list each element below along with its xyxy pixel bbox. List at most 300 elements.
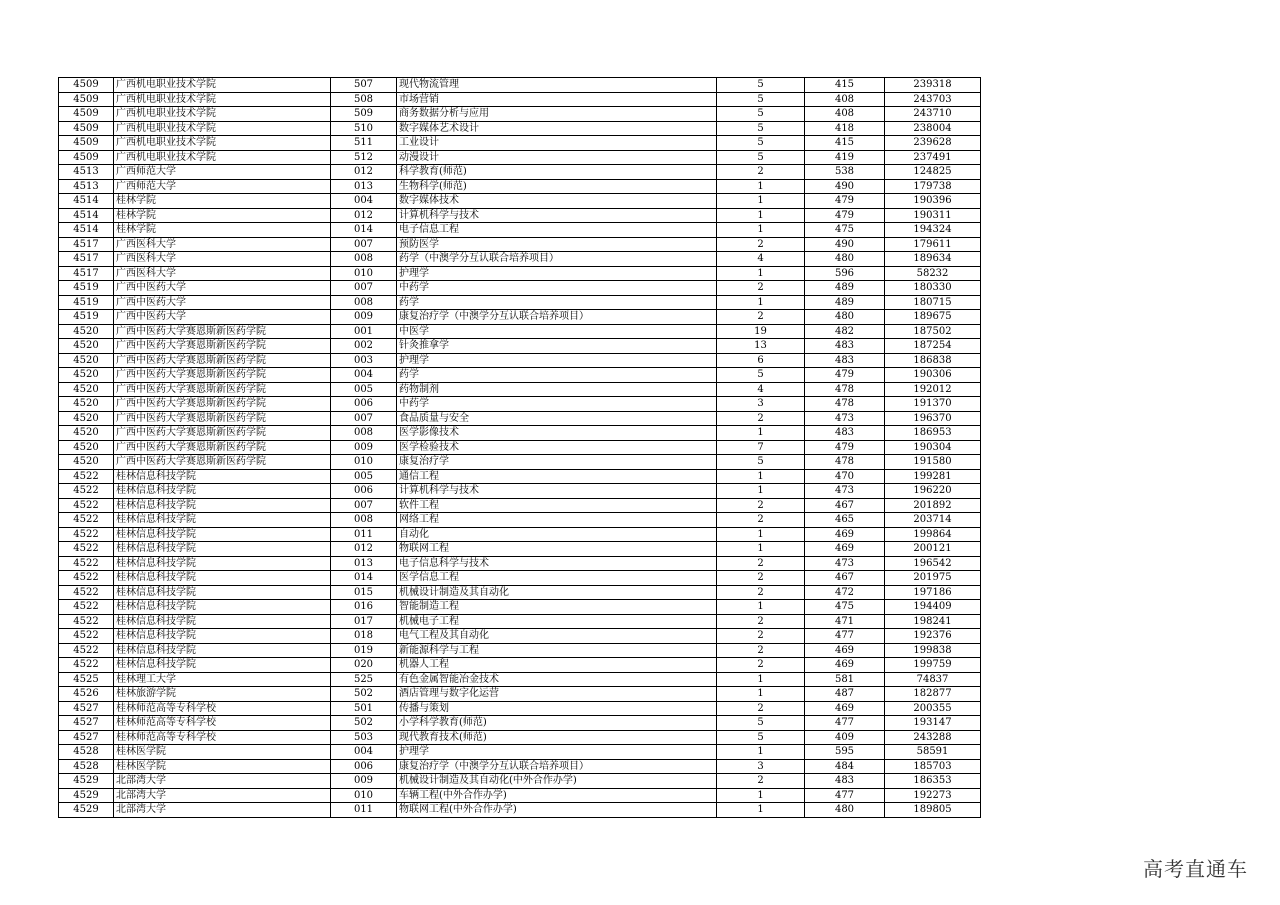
table-row [59, 455, 981, 470]
min-rank-cell: 180715 [885, 295, 981, 310]
table-row [59, 368, 981, 383]
major-name-cell: 中药学 [397, 281, 717, 296]
school-code-cell: 4527 [59, 701, 114, 716]
school-code-cell: 4520 [59, 426, 114, 441]
major-name-cell: 护理学 [397, 745, 717, 760]
major-name-cell: 数字媒体技术 [397, 194, 717, 209]
school-name-cell: 桂林信息科技学院 [114, 542, 331, 557]
school-name-cell: 广西机电职业技术学院 [114, 107, 331, 122]
plan-count-cell: 1 [717, 208, 805, 223]
school-code-cell: 4519 [59, 295, 114, 310]
major-code-cell: 509 [331, 107, 397, 122]
min-score-cell: 409 [805, 730, 885, 745]
min-rank-cell: 189805 [885, 803, 981, 818]
plan-count-cell: 1 [717, 266, 805, 281]
table-row [59, 498, 981, 513]
major-code-cell: 007 [331, 498, 397, 513]
major-name-cell: 药物制剂 [397, 382, 717, 397]
table-row [59, 179, 981, 194]
table-row [59, 281, 981, 296]
major-name-cell: 智能制造工程 [397, 600, 717, 615]
table-row [59, 440, 981, 455]
major-name-cell: 机械电子工程 [397, 614, 717, 629]
min-rank-cell: 243710 [885, 107, 981, 122]
major-name-cell: 预防医学 [397, 237, 717, 252]
plan-count-cell: 19 [717, 324, 805, 339]
school-name-cell: 广西中医药大学赛恩斯新医药学院 [114, 440, 331, 455]
min-score-cell: 469 [805, 527, 885, 542]
plan-count-cell: 1 [717, 745, 805, 760]
min-rank-cell: 201892 [885, 498, 981, 513]
major-name-cell: 科学教育(师范) [397, 165, 717, 180]
plan-count-cell: 1 [717, 672, 805, 687]
major-code-cell: 013 [331, 556, 397, 571]
major-name-cell: 康复治疗学 [397, 455, 717, 470]
min-rank-cell: 194324 [885, 223, 981, 238]
min-rank-cell: 74837 [885, 672, 981, 687]
major-name-cell: 酒店管理与数字化运营 [397, 687, 717, 702]
table-row [59, 426, 981, 441]
min-rank-cell: 196542 [885, 556, 981, 571]
min-score-cell: 469 [805, 643, 885, 658]
major-name-cell: 护理学 [397, 353, 717, 368]
min-rank-cell: 179611 [885, 237, 981, 252]
school-code-cell: 4514 [59, 208, 114, 223]
table-row [59, 310, 981, 325]
major-name-cell: 中医学 [397, 324, 717, 339]
table-row [59, 513, 981, 528]
min-rank-cell: 187502 [885, 324, 981, 339]
major-code-cell: 011 [331, 527, 397, 542]
plan-count-cell: 6 [717, 353, 805, 368]
min-score-cell: 538 [805, 165, 885, 180]
school-code-cell: 4522 [59, 585, 114, 600]
table-row [59, 223, 981, 238]
table-row [59, 324, 981, 339]
major-name-cell: 物联网工程(中外合作办学) [397, 803, 717, 818]
min-score-cell: 408 [805, 107, 885, 122]
school-name-cell: 北部湾大学 [114, 774, 331, 789]
major-code-cell: 510 [331, 121, 397, 136]
table-row [59, 92, 981, 107]
major-code-cell: 008 [331, 252, 397, 267]
min-rank-cell: 200355 [885, 701, 981, 716]
major-code-cell: 012 [331, 208, 397, 223]
major-code-cell: 009 [331, 310, 397, 325]
school-name-cell: 桂林信息科技学院 [114, 513, 331, 528]
major-code-cell: 016 [331, 600, 397, 615]
major-name-cell: 生物科学(师范) [397, 179, 717, 194]
school-code-cell: 4522 [59, 484, 114, 499]
table-row [59, 237, 981, 252]
min-score-cell: 478 [805, 455, 885, 470]
plan-count-cell: 5 [717, 107, 805, 122]
min-rank-cell: 243703 [885, 92, 981, 107]
school-name-cell: 北部湾大学 [114, 803, 331, 818]
min-score-cell: 479 [805, 368, 885, 383]
min-rank-cell: 199838 [885, 643, 981, 658]
min-rank-cell: 198241 [885, 614, 981, 629]
school-name-cell: 桂林信息科技学院 [114, 469, 331, 484]
major-name-cell: 中药学 [397, 397, 717, 412]
major-name-cell: 医学信息工程 [397, 571, 717, 586]
school-code-cell: 4522 [59, 614, 114, 629]
plan-count-cell: 2 [717, 774, 805, 789]
school-name-cell: 广西中医药大学赛恩斯新医药学院 [114, 353, 331, 368]
major-code-cell: 012 [331, 542, 397, 557]
school-code-cell: 4522 [59, 513, 114, 528]
admission-table [58, 77, 981, 818]
school-code-cell: 4529 [59, 803, 114, 818]
min-score-cell: 469 [805, 701, 885, 716]
school-code-cell: 4522 [59, 527, 114, 542]
min-score-cell: 483 [805, 774, 885, 789]
min-rank-cell: 189634 [885, 252, 981, 267]
table-row [59, 397, 981, 412]
table-row [59, 411, 981, 426]
major-code-cell: 005 [331, 382, 397, 397]
school-name-cell: 北部湾大学 [114, 788, 331, 803]
school-name-cell: 桂林信息科技学院 [114, 629, 331, 644]
school-code-cell: 4522 [59, 600, 114, 615]
major-name-cell: 现代物流管理 [397, 78, 717, 93]
major-name-cell: 康复治疗学（中澳学分互认联合培养项目） [397, 310, 717, 325]
min-score-cell: 467 [805, 571, 885, 586]
school-code-cell: 4520 [59, 382, 114, 397]
plan-count-cell: 1 [717, 542, 805, 557]
school-code-cell: 4513 [59, 179, 114, 194]
school-name-cell: 桂林信息科技学院 [114, 571, 331, 586]
min-score-cell: 467 [805, 498, 885, 513]
school-code-cell: 4520 [59, 397, 114, 412]
school-code-cell: 4509 [59, 136, 114, 151]
school-code-cell: 4520 [59, 455, 114, 470]
table-row [59, 150, 981, 165]
school-name-cell: 广西医科大学 [114, 237, 331, 252]
school-name-cell: 广西中医药大学赛恩斯新医药学院 [114, 368, 331, 383]
table-row [59, 252, 981, 267]
plan-count-cell: 1 [717, 687, 805, 702]
min-score-cell: 480 [805, 803, 885, 818]
major-code-cell: 010 [331, 455, 397, 470]
min-score-cell: 480 [805, 252, 885, 267]
min-score-cell: 483 [805, 353, 885, 368]
school-name-cell: 广西中医药大学 [114, 310, 331, 325]
school-code-cell: 4528 [59, 759, 114, 774]
min-score-cell: 478 [805, 382, 885, 397]
plan-count-cell: 5 [717, 150, 805, 165]
school-code-cell: 4528 [59, 745, 114, 760]
plan-count-cell: 5 [717, 92, 805, 107]
min-score-cell: 415 [805, 78, 885, 93]
table-row [59, 716, 981, 731]
school-name-cell: 桂林师范高等专科学校 [114, 716, 331, 731]
school-name-cell: 广西中医药大学赛恩斯新医药学院 [114, 397, 331, 412]
plan-count-cell: 1 [717, 788, 805, 803]
major-name-cell: 商务数据分析与应用 [397, 107, 717, 122]
major-name-cell: 电子信息工程 [397, 223, 717, 238]
watermark-text: 高考直通车 [1143, 857, 1248, 881]
table-row [59, 687, 981, 702]
table-row [59, 136, 981, 151]
min-score-cell: 473 [805, 556, 885, 571]
min-score-cell: 478 [805, 397, 885, 412]
major-code-cell: 008 [331, 295, 397, 310]
min-rank-cell: 182877 [885, 687, 981, 702]
min-score-cell: 490 [805, 237, 885, 252]
major-code-cell: 007 [331, 237, 397, 252]
min-rank-cell: 196220 [885, 484, 981, 499]
table-row [59, 469, 981, 484]
min-rank-cell: 58232 [885, 266, 981, 281]
major-code-cell: 019 [331, 643, 397, 658]
table-row [59, 556, 981, 571]
school-code-cell: 4520 [59, 339, 114, 354]
school-code-cell: 4509 [59, 121, 114, 136]
min-rank-cell: 179738 [885, 179, 981, 194]
school-code-cell: 4522 [59, 658, 114, 673]
major-name-cell: 软件工程 [397, 498, 717, 513]
min-rank-cell: 189675 [885, 310, 981, 325]
table-row [59, 484, 981, 499]
table-row [59, 353, 981, 368]
plan-count-cell: 5 [717, 455, 805, 470]
min-score-cell: 469 [805, 542, 885, 557]
major-name-cell: 护理学 [397, 266, 717, 281]
table-row [59, 208, 981, 223]
min-rank-cell: 190304 [885, 440, 981, 455]
min-score-cell: 479 [805, 208, 885, 223]
school-code-cell: 4522 [59, 498, 114, 513]
major-name-cell: 食品质量与安全 [397, 411, 717, 426]
min-rank-cell: 186953 [885, 426, 981, 441]
table-row [59, 382, 981, 397]
school-name-cell: 广西中医药大学赛恩斯新医药学院 [114, 339, 331, 354]
major-code-cell: 511 [331, 136, 397, 151]
table-row [59, 571, 981, 586]
major-name-cell: 医学检验技术 [397, 440, 717, 455]
table-row [59, 600, 981, 615]
table-row [59, 194, 981, 209]
min-rank-cell: 186838 [885, 353, 981, 368]
min-score-cell: 415 [805, 136, 885, 151]
min-rank-cell: 192012 [885, 382, 981, 397]
major-name-cell: 有色金属智能冶金技术 [397, 672, 717, 687]
table-body [59, 78, 981, 818]
major-code-cell: 006 [331, 759, 397, 774]
min-rank-cell: 58591 [885, 745, 981, 760]
major-code-cell: 009 [331, 774, 397, 789]
table-row [59, 165, 981, 180]
min-rank-cell: 203714 [885, 513, 981, 528]
major-name-cell: 药学 [397, 368, 717, 383]
min-score-cell: 475 [805, 223, 885, 238]
major-code-cell: 002 [331, 339, 397, 354]
min-score-cell: 483 [805, 426, 885, 441]
min-score-cell: 419 [805, 150, 885, 165]
plan-count-cell: 3 [717, 397, 805, 412]
school-name-cell: 广西师范大学 [114, 179, 331, 194]
major-code-cell: 006 [331, 397, 397, 412]
major-code-cell: 006 [331, 484, 397, 499]
school-code-cell: 4527 [59, 730, 114, 745]
plan-count-cell: 2 [717, 643, 805, 658]
major-code-cell: 012 [331, 165, 397, 180]
min-score-cell: 475 [805, 600, 885, 615]
major-code-cell: 507 [331, 78, 397, 93]
min-rank-cell: 238004 [885, 121, 981, 136]
plan-count-cell: 1 [717, 803, 805, 818]
min-rank-cell: 191580 [885, 455, 981, 470]
min-score-cell: 489 [805, 295, 885, 310]
plan-count-cell: 1 [717, 469, 805, 484]
school-name-cell: 广西中医药大学赛恩斯新医药学院 [114, 411, 331, 426]
min-rank-cell: 199281 [885, 469, 981, 484]
major-code-cell: 014 [331, 223, 397, 238]
school-name-cell: 广西机电职业技术学院 [114, 92, 331, 107]
school-code-cell: 4520 [59, 440, 114, 455]
major-code-cell: 512 [331, 150, 397, 165]
major-name-cell: 小学科学教育(师范) [397, 716, 717, 731]
table-row [59, 788, 981, 803]
school-name-cell: 桂林信息科技学院 [114, 498, 331, 513]
min-score-cell: 473 [805, 411, 885, 426]
major-name-cell: 动漫设计 [397, 150, 717, 165]
major-code-cell: 502 [331, 716, 397, 731]
table-row [59, 585, 981, 600]
school-code-cell: 4519 [59, 310, 114, 325]
min-score-cell: 483 [805, 339, 885, 354]
min-score-cell: 477 [805, 629, 885, 644]
min-score-cell: 581 [805, 672, 885, 687]
plan-count-cell: 2 [717, 571, 805, 586]
school-code-cell: 4520 [59, 353, 114, 368]
school-code-cell: 4514 [59, 194, 114, 209]
plan-count-cell: 2 [717, 513, 805, 528]
table-row [59, 803, 981, 818]
major-name-cell: 康复治疗学（中澳学分互认联合培养项目） [397, 759, 717, 774]
major-name-cell: 机械设计制造及其自动化 [397, 585, 717, 600]
table-row [59, 643, 981, 658]
school-name-cell: 广西中医药大学赛恩斯新医药学院 [114, 455, 331, 470]
major-name-cell: 药学（中澳学分互认联合培养项目） [397, 252, 717, 267]
min-rank-cell: 239318 [885, 78, 981, 93]
school-name-cell: 桂林信息科技学院 [114, 658, 331, 673]
major-code-cell: 005 [331, 469, 397, 484]
plan-count-cell: 2 [717, 310, 805, 325]
major-code-cell: 018 [331, 629, 397, 644]
plan-count-cell: 4 [717, 382, 805, 397]
school-name-cell: 桂林学院 [114, 194, 331, 209]
school-name-cell: 桂林信息科技学院 [114, 484, 331, 499]
plan-count-cell: 1 [717, 527, 805, 542]
plan-count-cell: 5 [717, 136, 805, 151]
min-rank-cell: 190396 [885, 194, 981, 209]
plan-count-cell: 5 [717, 368, 805, 383]
school-name-cell: 广西机电职业技术学院 [114, 150, 331, 165]
plan-count-cell: 1 [717, 295, 805, 310]
min-rank-cell: 191370 [885, 397, 981, 412]
major-code-cell: 503 [331, 730, 397, 745]
min-score-cell: 471 [805, 614, 885, 629]
table-row [59, 759, 981, 774]
major-name-cell: 新能源科学与工程 [397, 643, 717, 658]
table-row [59, 542, 981, 557]
school-name-cell: 桂林信息科技学院 [114, 614, 331, 629]
major-code-cell: 502 [331, 687, 397, 702]
school-name-cell: 桂林学院 [114, 223, 331, 238]
min-score-cell: 473 [805, 484, 885, 499]
min-score-cell: 477 [805, 788, 885, 803]
min-rank-cell: 190306 [885, 368, 981, 383]
table-row [59, 107, 981, 122]
min-score-cell: 596 [805, 266, 885, 281]
major-code-cell: 003 [331, 353, 397, 368]
major-name-cell: 电气工程及其自动化 [397, 629, 717, 644]
min-rank-cell: 194409 [885, 600, 981, 615]
plan-count-cell: 4 [717, 252, 805, 267]
min-score-cell: 484 [805, 759, 885, 774]
major-name-cell: 针灸推拿学 [397, 339, 717, 354]
school-name-cell: 桂林信息科技学院 [114, 585, 331, 600]
table-row [59, 339, 981, 354]
school-name-cell: 广西机电职业技术学院 [114, 121, 331, 136]
major-code-cell: 010 [331, 788, 397, 803]
school-code-cell: 4522 [59, 643, 114, 658]
min-rank-cell: 237491 [885, 150, 981, 165]
plan-count-cell: 2 [717, 237, 805, 252]
min-rank-cell: 200121 [885, 542, 981, 557]
min-score-cell: 472 [805, 585, 885, 600]
major-code-cell: 009 [331, 440, 397, 455]
min-score-cell: 489 [805, 281, 885, 296]
school-code-cell: 4529 [59, 788, 114, 803]
school-name-cell: 桂林旅游学院 [114, 687, 331, 702]
min-rank-cell: 190311 [885, 208, 981, 223]
plan-count-cell: 2 [717, 498, 805, 513]
table-row [59, 266, 981, 281]
plan-count-cell: 2 [717, 701, 805, 716]
school-code-cell: 4520 [59, 411, 114, 426]
school-name-cell: 广西机电职业技术学院 [114, 136, 331, 151]
min-score-cell: 477 [805, 716, 885, 731]
school-code-cell: 4519 [59, 281, 114, 296]
min-rank-cell: 196370 [885, 411, 981, 426]
school-code-cell: 4509 [59, 92, 114, 107]
school-name-cell: 广西中医药大学赛恩斯新医药学院 [114, 324, 331, 339]
table-row [59, 658, 981, 673]
school-name-cell: 桂林信息科技学院 [114, 600, 331, 615]
major-name-cell: 数字媒体艺术设计 [397, 121, 717, 136]
min-rank-cell: 193147 [885, 716, 981, 731]
school-name-cell: 桂林学院 [114, 208, 331, 223]
school-name-cell: 广西医科大学 [114, 266, 331, 281]
school-code-cell: 4509 [59, 150, 114, 165]
min-rank-cell: 187254 [885, 339, 981, 354]
plan-count-cell: 1 [717, 426, 805, 441]
school-code-cell: 4522 [59, 542, 114, 557]
plan-count-cell: 5 [717, 121, 805, 136]
school-code-cell: 4522 [59, 571, 114, 586]
min-rank-cell: 199759 [885, 658, 981, 673]
major-code-cell: 004 [331, 745, 397, 760]
min-rank-cell: 201975 [885, 571, 981, 586]
table-row [59, 78, 981, 93]
min-score-cell: 469 [805, 658, 885, 673]
major-name-cell: 通信工程 [397, 469, 717, 484]
school-code-cell: 4520 [59, 324, 114, 339]
min-score-cell: 479 [805, 440, 885, 455]
